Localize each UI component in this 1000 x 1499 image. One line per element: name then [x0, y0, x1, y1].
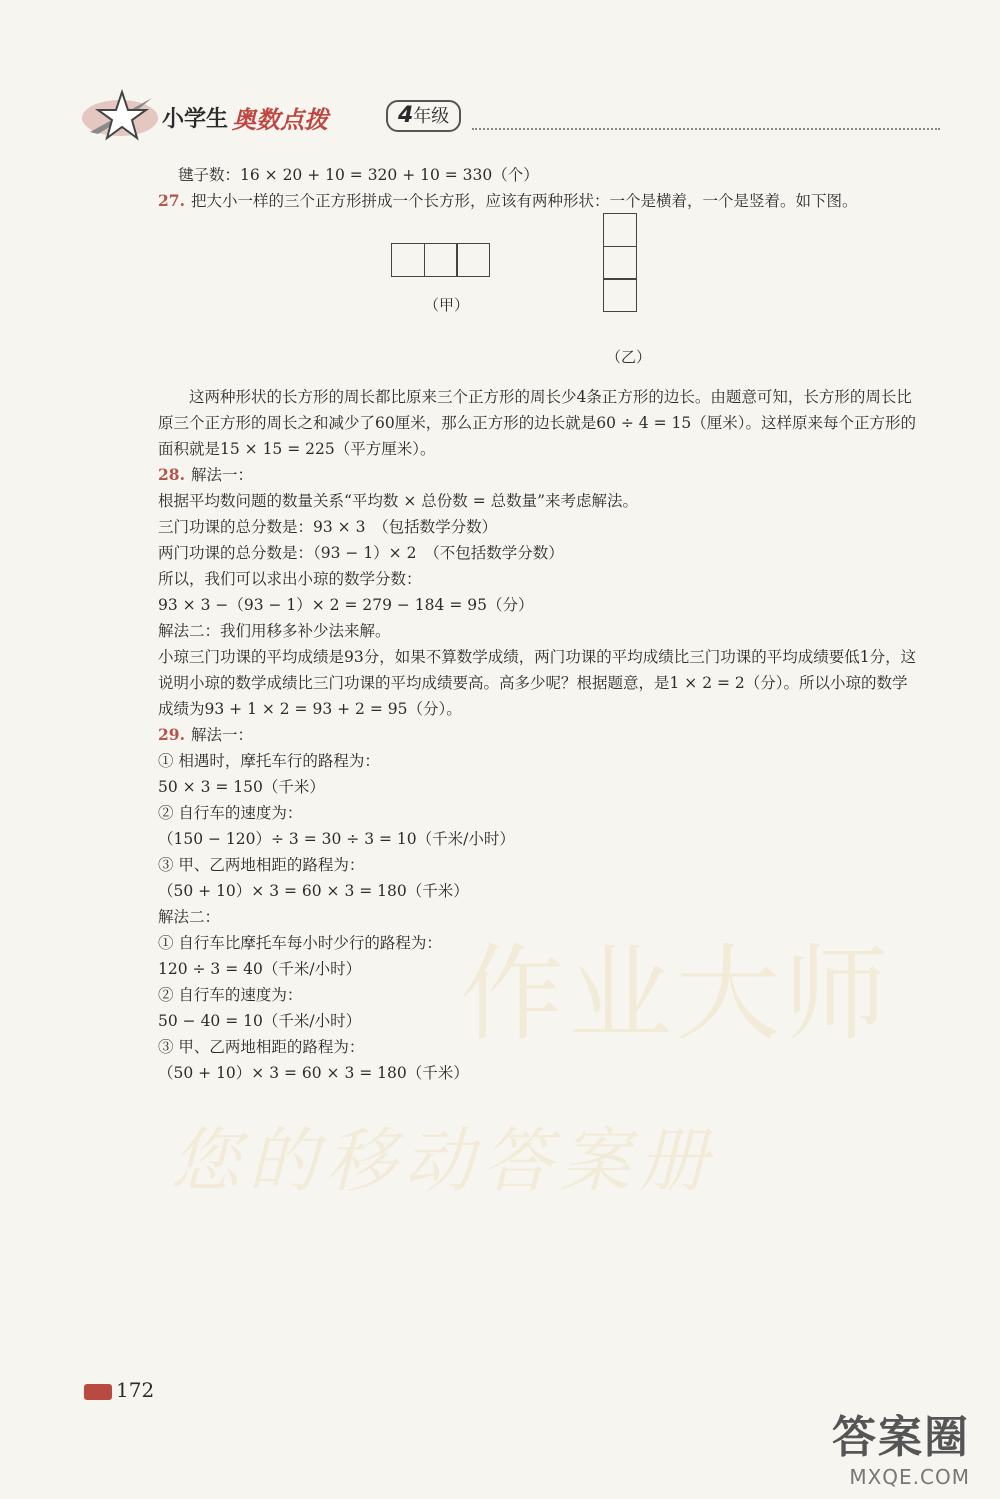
- star-swoosh-logo-icon: [80, 88, 160, 144]
- question-28: [158, 462, 918, 488]
- question-text: 解法一：: [190, 466, 253, 484]
- watermark-subtitle: 您的移动答案册: [170, 1120, 716, 1202]
- page-number: [84, 1378, 154, 1404]
- watermark-large: 作业大师: [460, 933, 893, 1055]
- brand-title: 奥数点拨: [232, 106, 328, 134]
- grade-badge: [386, 100, 461, 132]
- square: [456, 243, 490, 277]
- square: [603, 278, 637, 312]
- square: [603, 213, 637, 247]
- series-title: 小学生: [162, 107, 229, 132]
- caption-jia: （甲）: [424, 296, 470, 314]
- text-line: 解法二：我们用移多补少法来解。: [158, 622, 391, 640]
- paragraph: 这两种形状的长方形的周长都比原来三个正方形的周长少4条正方形的边长。由题意可知，长方形的周长比原三个正方形的周长之和减少了60厘米，那么正方形的边长就是60 ÷ 4 = 15（厘米）。这样原来每个正方形的面积就是15 × 15 = 225（平方厘米）。: [158, 388, 916, 458]
- text-line: ① 自行车比摩托车每小时少行的路程为：: [158, 934, 442, 952]
- text-line: ① 相遇时，摩托车行的路程为：: [158, 752, 380, 770]
- paragraph: 小琼三门功课的平均成绩是93分，如果不算数学成绩，两门功课的平均成绩比三门功课的平均成绩要低1分，这说明小琼的数学成绩比三门功课的平均成绩要高。高多少呢？根据题意，是1 × 2 = 2（分）。所以小琼的数学成绩为93 + 1 × 2 = 93 + 2 = 95（分）。: [158, 648, 917, 718]
- text-line: 根据平均数问题的数量关系“平均数 × 总份数 = 总数量”来考虑解法。: [158, 492, 639, 510]
- site-watermark-url: MXQE.COM: [849, 1465, 970, 1489]
- squares-figure: [158, 214, 918, 384]
- question-29: [158, 722, 918, 748]
- square: [424, 243, 458, 277]
- text-line: 50 − 40 = 10（千米/小时）: [158, 1012, 362, 1030]
- site-watermark-title: 答案圈: [832, 1412, 970, 1463]
- vertical-rectangle: [604, 214, 637, 312]
- answer-content: [158, 162, 918, 1086]
- text-line: 毽子数：16 × 20 + 10 = 320 + 10 = 330（个）: [178, 166, 539, 184]
- question-27: [158, 188, 918, 214]
- grade-label: 年级: [413, 106, 450, 127]
- square: [603, 246, 637, 280]
- text-line: （50 + 10）× 3 = 60 × 3 = 180（千米）: [158, 882, 469, 900]
- text-line: 三门功课的总分数是：93 × 3 （包括数学分数）: [158, 518, 498, 536]
- page-tab-icon: [84, 1384, 112, 1400]
- question-text: 把大小一样的三个正方形拼成一个长方形，应该有两种形状：一个是横着，一个是竖着。如下图。: [190, 192, 858, 210]
- text-line: ② 自行车的速度为：: [158, 804, 303, 822]
- square: [391, 243, 425, 277]
- text-line: ② 自行车的速度为：: [158, 986, 303, 1004]
- question-number: 28.: [158, 465, 185, 484]
- header-divider: [472, 128, 940, 130]
- text-line: 93 × 3 −（93 − 1）× 2 = 279 − 184 = 95（分）: [158, 596, 534, 614]
- text-line: （150 − 120）÷ 3 = 30 ÷ 3 = 10（千米/小时）: [158, 830, 515, 848]
- question-number: 27.: [158, 191, 185, 210]
- question-number: 29.: [158, 725, 185, 744]
- text-line: ③ 甲、乙两地相距的路程为：: [158, 856, 365, 874]
- text-line: 解法二：: [158, 908, 221, 926]
- horizontal-rectangle: [392, 244, 490, 277]
- site-watermark: [770, 1401, 970, 1489]
- question-text: 解法一：: [190, 726, 253, 744]
- text-line: （50 + 10）× 3 = 60 × 3 = 180（千米）: [158, 1064, 469, 1082]
- page-header: [80, 88, 940, 148]
- text-line: 50 × 3 = 150（千米）: [158, 778, 325, 796]
- grade-number: 4: [398, 103, 414, 128]
- text-line: ③ 甲、乙两地相距的路程为：: [158, 1038, 365, 1056]
- text-line: 120 ÷ 3 = 40（千米/小时）: [158, 960, 362, 978]
- text-line: 两门功课的总分数是：（93 − 1）× 2 （不包括数学分数）: [158, 544, 564, 562]
- text-line: 所以，我们可以求出小琼的数学分数：: [158, 570, 422, 588]
- page-number-text: 172: [116, 1378, 155, 1402]
- caption-yi: （乙）: [606, 348, 652, 366]
